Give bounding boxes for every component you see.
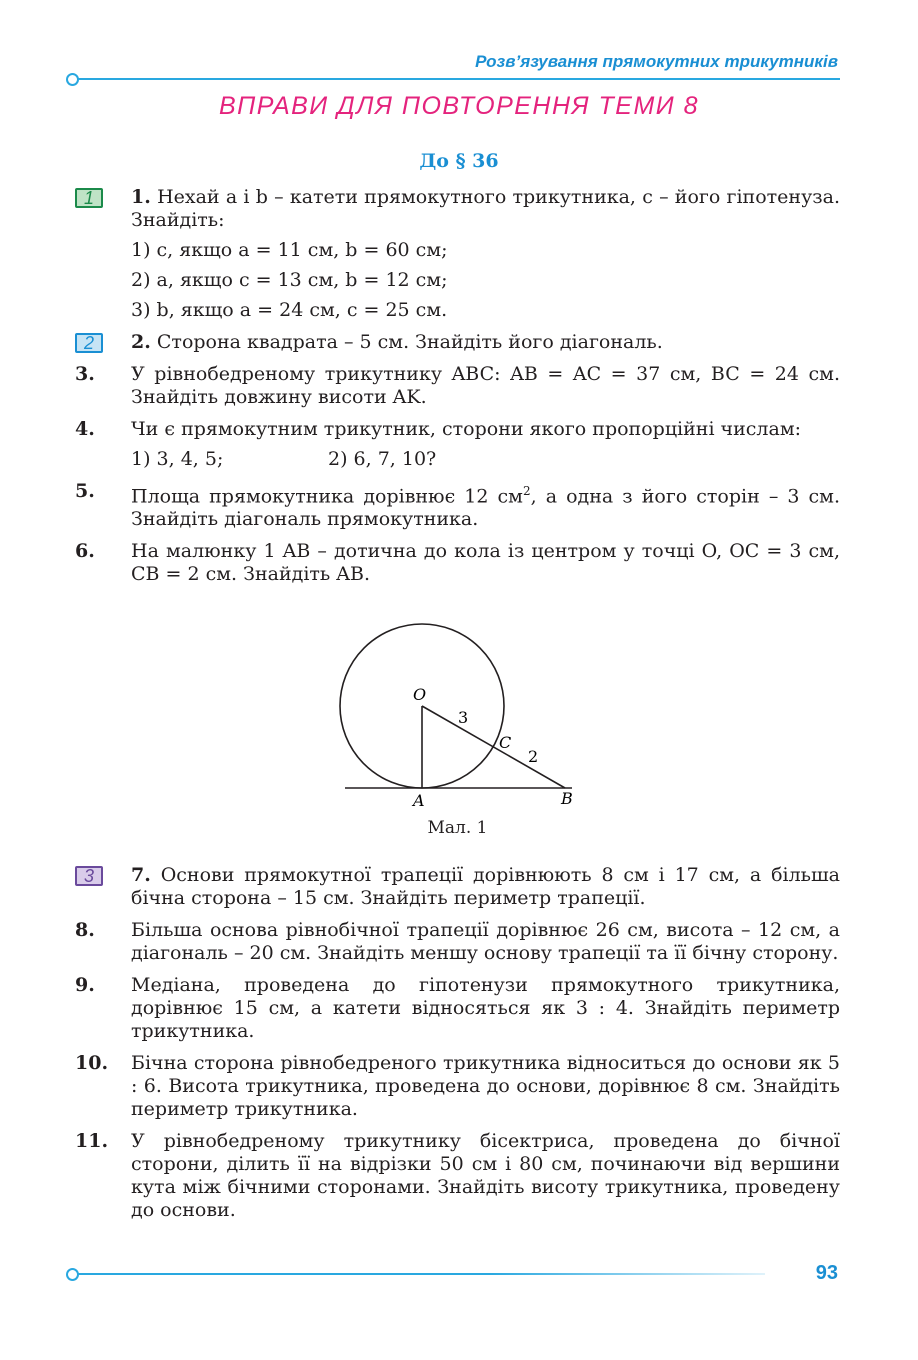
exercise-6 — [75, 540, 840, 586]
exercise-3 — [75, 363, 840, 409]
level-3-badge: 3 — [75, 866, 103, 886]
running-header: Розв’язування прямокутних трикутників — [475, 52, 838, 71]
circle-tangent-diagram — [75, 596, 840, 811]
level-2-badge: 2 — [75, 333, 103, 353]
exercise-number: 11. — [75, 1130, 109, 1153]
exercise-5 — [75, 480, 840, 531]
label-a: A — [413, 791, 425, 811]
exercise-text: Нехай a і b – катети прямокутного трикутника, c – його гіпотенуза. Знайдіть: — [131, 186, 840, 231]
label-oc-length: 3 — [458, 708, 469, 728]
exercise-number: 1. — [131, 186, 151, 208]
exercise-text: У рівнобедреному трикутнику ABC: AB = AC = 37 см, BC = 24 см. Знайдіть довжину висоти AK. — [131, 363, 840, 408]
label-c: C — [499, 733, 512, 753]
exercise-text-continued: , а одна з його сторін – 3 см. Знайдіть діагональ прямокутника. — [131, 485, 840, 531]
figure-caption: Мал. 1 — [427, 818, 488, 839]
level-1-badge: 1 — [75, 188, 103, 208]
page-number: 93 — [815, 1262, 838, 1284]
exercise-number: 7. — [131, 864, 151, 887]
figure-1 — [75, 596, 840, 846]
exercise-9 — [75, 974, 840, 1043]
exercise-1 — [75, 186, 840, 322]
exercise-4 — [75, 418, 840, 471]
rule-dot-icon — [66, 1268, 79, 1281]
rule-dot-icon — [66, 73, 79, 86]
exercise-text: На малюнку 1 AB – дотична до кола із центром у точці O, OC = 3 см, CB = 2 см. Знайдіть AB. — [131, 540, 840, 586]
exercise-number: 8. — [75, 919, 95, 942]
header-rule — [75, 78, 840, 80]
exercise-7 — [75, 864, 840, 910]
exercise-2 — [75, 331, 840, 354]
footer-rule — [75, 1273, 765, 1275]
exercise-subitem: 2) 6, 7, 10? — [328, 448, 437, 470]
exercise-text: Сторона квадрата – 5 см. Знайдіть його діагональ. — [156, 331, 663, 353]
exercise-text: Площа прямокутника дорівнює 12 см — [131, 485, 523, 508]
exercise-number: 4. — [75, 418, 95, 440]
segment-ob — [422, 706, 565, 788]
exercise-subitems — [131, 448, 840, 471]
exercise-text: Більша основа рівнобічної трапеції дорівнює 26 см, висота – 12 см, а діагональ – 20 см. Знайдіть меншу основу трапеції та її бічну сторону. — [131, 919, 840, 965]
exercise-text: Чи є прямокутним трикутник, сторони якого пропорційні числам: — [131, 418, 802, 440]
exercise-number: 2. — [131, 331, 151, 353]
subsection-title: До § 36 — [419, 150, 499, 172]
label-cb-length: 2 — [528, 747, 539, 767]
exercise-number: 9. — [75, 974, 95, 997]
exercise-text: Бічна сторона рівнобедреного трикутника відноситься до основи як 5 : 6. Висота трикутника, проведена до основи, дорівнює 8 см. Знайдіть периметр трикутника. — [131, 1052, 840, 1121]
exercise-text: Основи прямокутної трапеції дорівнюють 8 см і 17 см, а більша бічна сторона – 15 см. Знайдіть периметр трапеції. — [131, 864, 840, 910]
exercise-subitem: 2) a, якщо c = 13 см, b = 12 см; — [131, 269, 448, 291]
exercise-10 — [75, 1052, 840, 1121]
exercise-subitem: 3) b, якщо a = 24 см, c = 25 см. — [131, 299, 448, 321]
exercise-text: Медіана, проведена до гіпотенузи прямокутного трикутника, дорівнює 15 см, а катети відносяться як 3 : 4. Знайдіть периметр трикутника. — [131, 974, 840, 1043]
exercise-11 — [75, 1130, 840, 1222]
exercise-subitem: 1) 3, 4, 5; — [131, 448, 224, 470]
exercise-number: 5. — [75, 480, 95, 502]
exercise-8 — [75, 919, 840, 965]
label-b: B — [561, 789, 573, 809]
exercise-list — [75, 186, 840, 1222]
exercise-number: 3. — [75, 363, 95, 385]
label-o: O — [413, 685, 427, 705]
section-title: ВПРАВИ ДЛЯ ПОВТОРЕННЯ ТЕМИ 8 — [218, 92, 700, 120]
exercise-text: У рівнобедреному трикутнику бісектриса, проведена до бічної сторони, ділить її на відрізки 50 см і 80 см, починаючи від вершини кута між бічними сторонами. Знайдіть висоту трикутника, проведену до основи. — [131, 1130, 840, 1222]
exercise-subitem: 1) c, якщо a = 11 см, b = 60 см; — [131, 239, 448, 261]
exercise-number: 10. — [75, 1052, 109, 1075]
exercise-superscript: 2 — [522, 484, 531, 498]
exercise-number: 6. — [75, 540, 95, 563]
